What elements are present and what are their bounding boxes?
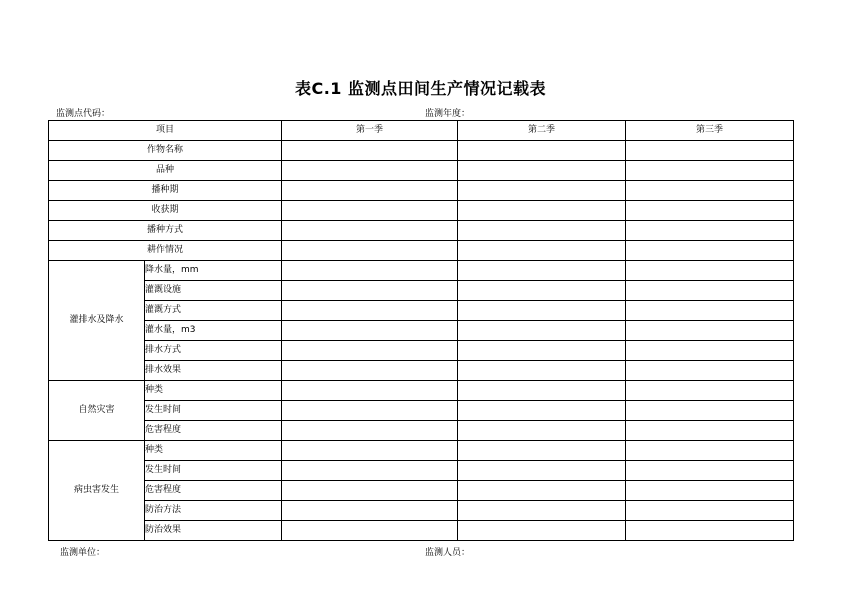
sub-item-label: 灌溉设施 bbox=[145, 281, 282, 301]
sub-item-label: 种类 bbox=[145, 441, 282, 461]
season-1-cell[interactable] bbox=[282, 421, 458, 441]
season-2-cell[interactable] bbox=[458, 401, 626, 421]
sub-item-label: 灌水量，m3 bbox=[145, 321, 282, 341]
season-3-cell[interactable] bbox=[626, 361, 794, 381]
season-1-cell[interactable] bbox=[282, 261, 458, 281]
season-2-cell[interactable] bbox=[458, 181, 626, 201]
season-1-cell[interactable] bbox=[282, 401, 458, 421]
season-2-cell[interactable] bbox=[458, 441, 626, 461]
sub-item-label: 危害程度 bbox=[145, 481, 282, 501]
season-2-cell[interactable] bbox=[458, 361, 626, 381]
table-row bbox=[49, 261, 794, 281]
table-row bbox=[49, 481, 794, 501]
season-1-cell[interactable] bbox=[282, 301, 458, 321]
table-row bbox=[49, 521, 794, 541]
sub-item-label: 危害程度 bbox=[145, 421, 282, 441]
season-2-cell[interactable] bbox=[458, 241, 626, 261]
column-header-item: 项目 bbox=[49, 121, 282, 141]
season-3-cell[interactable] bbox=[626, 261, 794, 281]
season-2-cell[interactable] bbox=[458, 141, 626, 161]
season-1-cell[interactable] bbox=[282, 281, 458, 301]
season-2-cell[interactable] bbox=[458, 321, 626, 341]
season-3-cell[interactable] bbox=[626, 381, 794, 401]
table-row bbox=[49, 421, 794, 441]
season-3-cell[interactable] bbox=[626, 301, 794, 321]
site-code-label: 监测点代码： bbox=[56, 109, 111, 119]
table-row bbox=[49, 221, 794, 241]
table-row bbox=[49, 201, 794, 221]
sub-item-label: 降水量，mm bbox=[145, 261, 282, 281]
sub-item-label: 发生时间 bbox=[145, 461, 282, 481]
season-1-cell[interactable] bbox=[282, 461, 458, 481]
column-header-season-1: 第一季 bbox=[282, 121, 458, 141]
column-header-season-2: 第二季 bbox=[458, 121, 626, 141]
column-header-season-3: 第三季 bbox=[626, 121, 794, 141]
season-2-cell[interactable] bbox=[458, 221, 626, 241]
season-3-cell[interactable] bbox=[626, 341, 794, 361]
season-1-cell[interactable] bbox=[282, 161, 458, 181]
table-row bbox=[49, 441, 794, 461]
table-row bbox=[49, 241, 794, 261]
season-3-cell[interactable] bbox=[626, 401, 794, 421]
sub-item-label: 排水效果 bbox=[145, 361, 282, 381]
monitoring-staff-label: 监测人员： bbox=[425, 548, 471, 558]
season-3-cell[interactable] bbox=[626, 281, 794, 301]
sub-item-label: 排水方式 bbox=[145, 341, 282, 361]
season-2-cell[interactable] bbox=[458, 301, 626, 321]
season-1-cell[interactable] bbox=[282, 181, 458, 201]
season-3-cell[interactable] bbox=[626, 461, 794, 481]
field-record-table bbox=[48, 120, 794, 541]
season-3-cell[interactable] bbox=[626, 521, 794, 541]
row-label: 播种期 bbox=[49, 181, 282, 201]
group-label-natural-disaster: 自然灾害 bbox=[49, 381, 145, 441]
table-row bbox=[49, 181, 794, 201]
table-row bbox=[49, 461, 794, 481]
row-label: 收获期 bbox=[49, 201, 282, 221]
season-2-cell[interactable] bbox=[458, 381, 626, 401]
monitoring-unit-label: 监测单位： bbox=[60, 548, 106, 558]
page-title: 表C.1 监测点田间生产情况记载表 bbox=[294, 79, 547, 98]
group-label-pests: 病虫害发生 bbox=[49, 441, 145, 541]
row-label: 播种方式 bbox=[49, 221, 282, 241]
season-2-cell[interactable] bbox=[458, 461, 626, 481]
header-row bbox=[49, 121, 794, 141]
table-row bbox=[49, 141, 794, 161]
sub-item-label: 防治效果 bbox=[145, 521, 282, 541]
season-1-cell[interactable] bbox=[282, 321, 458, 341]
table-row bbox=[49, 401, 794, 421]
table-row bbox=[49, 501, 794, 521]
season-1-cell[interactable] bbox=[282, 381, 458, 401]
table-row bbox=[49, 381, 794, 401]
season-3-cell[interactable] bbox=[626, 221, 794, 241]
row-label: 耕作情况 bbox=[49, 241, 282, 261]
table-row bbox=[49, 281, 794, 301]
season-1-cell[interactable] bbox=[282, 141, 458, 161]
season-1-cell[interactable] bbox=[282, 521, 458, 541]
season-1-cell[interactable] bbox=[282, 361, 458, 381]
group-label-irrigation: 灌排水及降水 bbox=[49, 261, 145, 381]
season-2-cell[interactable] bbox=[458, 481, 626, 501]
sub-item-label: 发生时间 bbox=[145, 401, 282, 421]
table-row bbox=[49, 341, 794, 361]
season-3-cell[interactable] bbox=[626, 141, 794, 161]
season-3-cell[interactable] bbox=[626, 321, 794, 341]
season-3-cell[interactable] bbox=[626, 201, 794, 221]
season-2-cell[interactable] bbox=[458, 421, 626, 441]
table-row bbox=[49, 361, 794, 381]
season-2-cell[interactable] bbox=[458, 341, 626, 361]
row-label: 品种 bbox=[49, 161, 282, 181]
season-2-cell[interactable] bbox=[458, 281, 626, 301]
season-2-cell[interactable] bbox=[458, 201, 626, 221]
year-label: 监测年度： bbox=[425, 109, 471, 119]
season-3-cell[interactable] bbox=[626, 501, 794, 521]
season-3-cell[interactable] bbox=[626, 421, 794, 441]
season-3-cell[interactable] bbox=[626, 241, 794, 261]
season-3-cell[interactable] bbox=[626, 181, 794, 201]
season-1-cell[interactable] bbox=[282, 501, 458, 521]
season-1-cell[interactable] bbox=[282, 481, 458, 501]
table-row bbox=[49, 161, 794, 181]
season-2-cell[interactable] bbox=[458, 521, 626, 541]
season-3-cell[interactable] bbox=[626, 481, 794, 501]
season-1-cell[interactable] bbox=[282, 221, 458, 241]
sub-item-label: 灌溉方式 bbox=[145, 301, 282, 321]
season-3-cell[interactable] bbox=[626, 441, 794, 461]
season-1-cell[interactable] bbox=[282, 241, 458, 261]
sub-item-label: 种类 bbox=[145, 381, 282, 401]
season-2-cell[interactable] bbox=[458, 501, 626, 521]
row-label: 作物名称 bbox=[49, 141, 282, 161]
season-2-cell[interactable] bbox=[458, 161, 626, 181]
table-row bbox=[49, 301, 794, 321]
season-3-cell[interactable] bbox=[626, 161, 794, 181]
season-1-cell[interactable] bbox=[282, 201, 458, 221]
season-2-cell[interactable] bbox=[458, 261, 626, 281]
season-1-cell[interactable] bbox=[282, 441, 458, 461]
season-1-cell[interactable] bbox=[282, 341, 458, 361]
sub-item-label: 防治方法 bbox=[145, 501, 282, 521]
table-row bbox=[49, 321, 794, 341]
